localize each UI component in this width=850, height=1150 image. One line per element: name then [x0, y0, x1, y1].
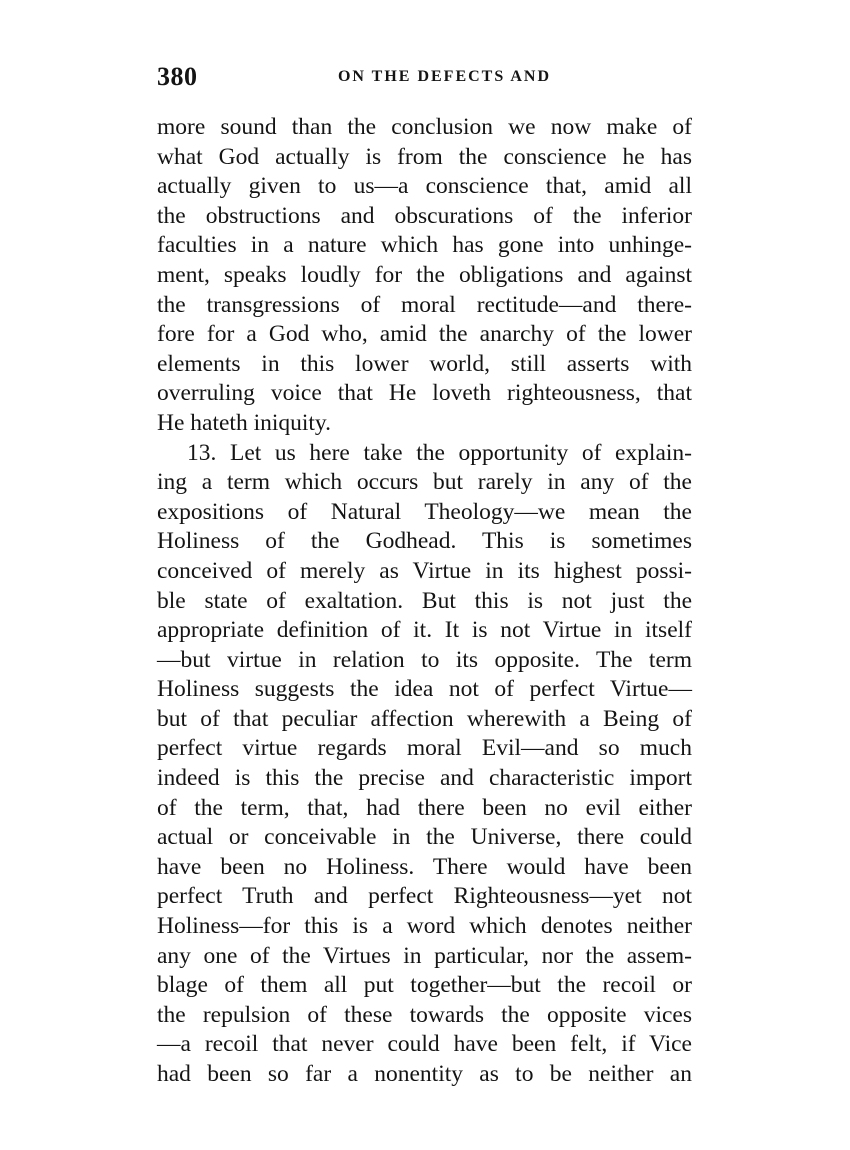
text-line: expositions of Natural Theology—we mean the: [157, 498, 692, 525]
body-text: [157, 113, 692, 1090]
text-line: actually given to us—a conscience that, amid all: [157, 173, 692, 200]
text-line: —but virtue in relation to its opposite. The term: [157, 646, 692, 673]
text-line: conceived of merely as Virtue in its highest possi-: [157, 557, 692, 584]
text-line: blage of them all put together—but the recoil or: [157, 972, 692, 999]
text-line: ment, speaks loudly for the obligations and against: [157, 261, 692, 288]
text-line: perfect Truth and perfect Righteousness—yet not: [157, 883, 692, 910]
text-line: overruling voice that He loveth righteousness, that: [157, 380, 692, 407]
text-line: but of that peculiar affection wherewith a Being of: [157, 705, 692, 732]
text-line: fore for a God who, amid the anarchy of the lower: [157, 321, 692, 348]
text-line: Holiness of the Godhead. This is sometimes: [157, 528, 692, 555]
running-head: [157, 62, 692, 92]
text-line: appropriate definition of it. It is not Virtue in itself: [157, 617, 692, 644]
text-line: Holiness suggests the idea not of perfect Virtue—: [157, 676, 692, 703]
text-line: have been no Holiness. There would have been: [157, 853, 692, 880]
paragraph-end-line: He hateth iniquity.: [157, 409, 332, 436]
text-line: the obstructions and obscurations of the inferior: [157, 202, 692, 229]
text-line: faculties in a nature which has gone into unhinge-: [157, 232, 692, 259]
text-line: ble state of exaltation. But this is not just the: [157, 587, 692, 614]
text-line: the repulsion of these towards the opposite vices: [157, 1001, 692, 1028]
paragraph-start-line: 13. Let us here take the opportunity of explain-: [187, 439, 692, 466]
page-number: 380: [157, 62, 198, 91]
running-title: ON THE DEFECTS AND: [337, 68, 552, 85]
text-line: had been so far a nonentity as to be neither an: [157, 1061, 692, 1087]
text-line: any one of the Virtues in particular, nor the assem-: [157, 942, 692, 969]
text-line: elements in this lower world, still asserts with: [157, 350, 692, 377]
text-line: ing a term which occurs but rarely in any of the: [157, 469, 692, 496]
text-line: Holiness—for this is a word which denotes neither: [157, 913, 692, 940]
text-line: the transgressions of moral rectitude—and there-: [157, 291, 692, 318]
text-line: what God actually is from the conscience he has: [157, 143, 692, 170]
text-line: more sound than the conclusion we now make of: [157, 114, 692, 140]
text-line: of the term, that, had there been no evil either: [157, 794, 692, 821]
text-line: —a recoil that never could have been felt, if Vice: [157, 1031, 692, 1058]
text-line: actual or conceivable in the Universe, there could: [157, 824, 692, 851]
text-line: indeed is this the precise and characteristic import: [157, 765, 692, 792]
text-line: perfect virtue regards moral Evil—and so much: [157, 735, 692, 762]
